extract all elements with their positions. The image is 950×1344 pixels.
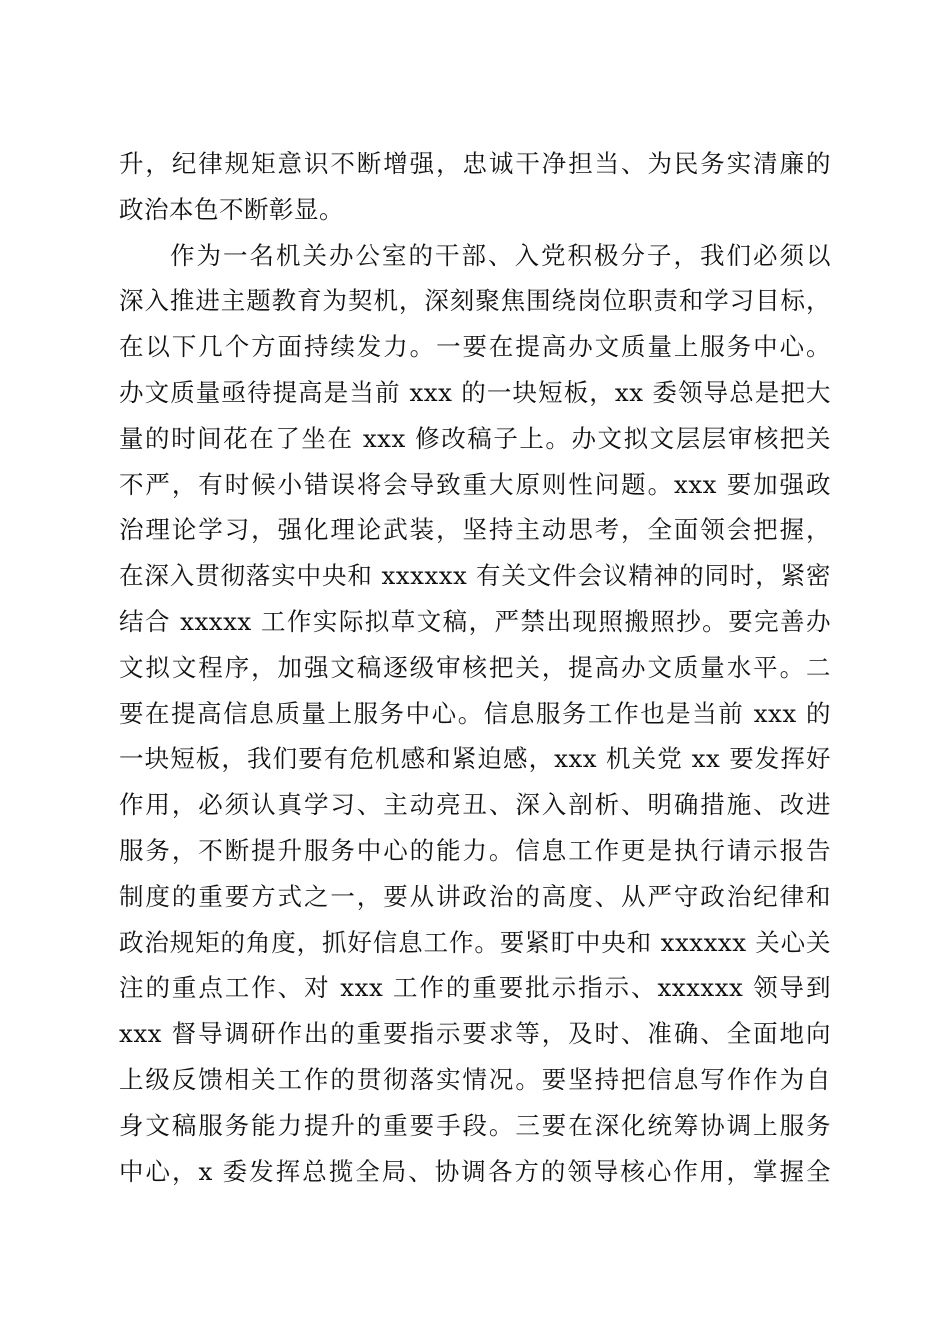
text-line: xxx 督导调研作出的重要指示要求等，及时、准确、全面地向 [119, 1019, 831, 1049]
text-line: 上级反馈相关工作的贯彻落实情况。要坚持把信息写作作为自 [119, 1064, 831, 1094]
text-line: 量的时间花在了坐在 xxx 修改稿子上。办文拟文层层审核把关 [119, 423, 831, 453]
text-line: 办文质量亟待提高是当前 xxx 的一块短板，xx 委领导总是把大 [119, 377, 831, 407]
text-line: 升，纪律规矩意识不断增强，忠诚干净担当、为民务实清廉的 [119, 149, 831, 178]
text-line: 注的重点工作、对 xxx 工作的重要批示指示、xxxxxx 领导到 [119, 973, 831, 1003]
text-line: 服务，不断提升服务中心的能力。信息工作更是执行请示报告 [119, 835, 831, 865]
text-line: 身文稿服务能力提升的重要手段。三要在深化统筹协调上服务 [119, 1110, 831, 1140]
text-line: 中心，x 委发挥总揽全局、协调各方的领导核心作用，掌握全 [119, 1156, 831, 1186]
body-text [119, 141, 831, 1194]
text-line: 一块短板，我们要有危机感和紧迫感，xxx 机关党 xx 要发挥好 [119, 744, 831, 774]
paragraph-2 [119, 233, 831, 1195]
text-line: 在以下几个方面持续发力。一要在提高办文质量上服务中心。 [119, 332, 831, 362]
text-line: 政治本色不断彰显。 [119, 194, 344, 224]
paragraph-1 [119, 141, 831, 233]
text-line: 要在提高信息质量上服务中心。信息服务工作也是当前 xxx 的 [119, 698, 831, 728]
text-line: 不严，有时候小错误将会导致重大原则性问题。xxx 要加强政 [119, 469, 831, 499]
text-line: 作用，必须认真学习、主动亮丑、深入剖析、明确措施、改进 [119, 790, 831, 820]
text-line: 文拟文程序，加强文稿逐级审核把关，提高办文质量水平。二 [119, 652, 831, 682]
text-line: 结合 xxxxx 工作实际拟草文稿，严禁出现照搬照抄。要完善办 [119, 606, 831, 636]
text-line: 治理论学习，强化理论武装，坚持主动思考，全面领会把握， [119, 515, 831, 545]
text-line: 在深入贯彻落实中央和 xxxxxx 有关文件会议精神的同时，紧密 [119, 561, 831, 591]
text-line: 作为一名机关办公室的干部、入党积极分子，我们必须以 [170, 240, 831, 270]
text-line: 深入推进主题教育为契机，深刻聚焦围绕岗位职责和学习目标， [119, 286, 831, 316]
text-line: 制度的重要方式之一，要从讲政治的高度、从严守政治纪律和 [119, 881, 831, 911]
text-line: 政治规矩的角度，抓好信息工作。要紧盯中央和 xxxxxx 关心关 [119, 927, 831, 957]
